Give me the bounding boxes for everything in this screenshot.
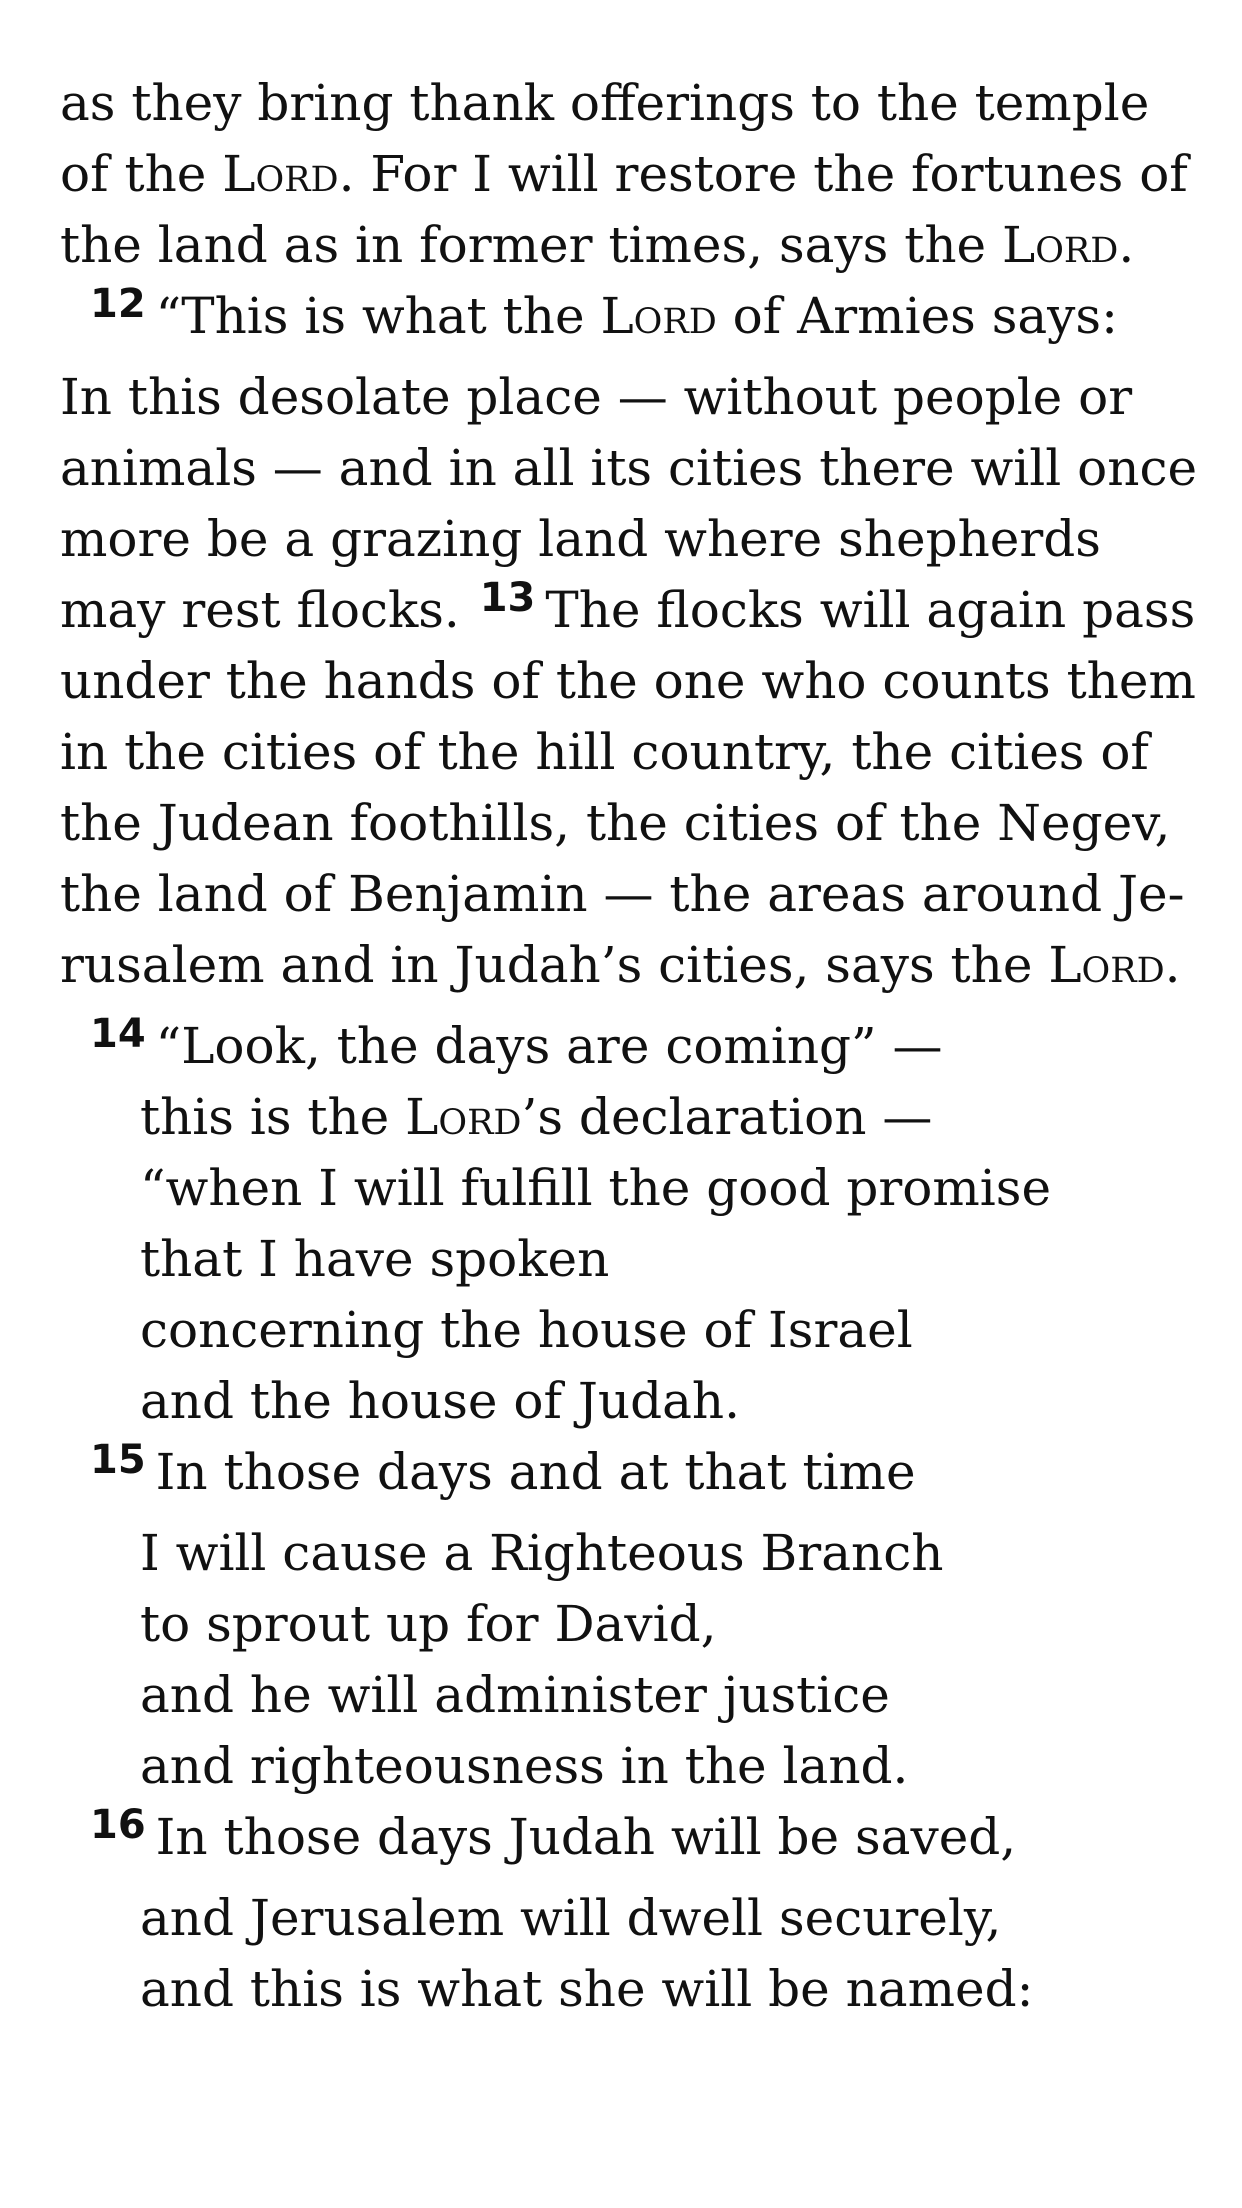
text-segment: animals — and in all its cities there will once — [60, 439, 1198, 497]
text-line — [140, 1730, 908, 1802]
text-segment: I will cause a Righteous Branch — [140, 1524, 944, 1582]
text-segment: the land of Benjamin — the areas around Je- — [60, 865, 1185, 923]
text-segment: to sprout up for David, — [140, 1595, 717, 1653]
text-segment: and righteousness in the land. — [140, 1737, 909, 1795]
text-segment: of Armies says: — [716, 287, 1118, 345]
text-segment: under the hands of the one who counts them — [60, 652, 1196, 710]
text-line — [140, 1882, 1001, 1954]
text-segment: “when I will fulfill the good promise — [140, 1159, 1052, 1217]
text-line — [90, 1010, 943, 1086]
divine-name: Lord — [222, 145, 339, 203]
text-segment: “Look, the days are coming” — — [155, 1017, 943, 1075]
text-segment: rusalem and in Judah’s cities, says the — [60, 936, 1049, 994]
text-segment: . For I will restore the fortunes of — [338, 145, 1188, 203]
verse-number: 16 — [90, 1802, 146, 1848]
text-segment: as they bring thank offerings to the temple — [60, 74, 1150, 132]
text-line — [140, 1223, 609, 1295]
text-segment: that I have spoken — [140, 1230, 610, 1288]
text-segment: this is the — [140, 1088, 406, 1146]
text-segment: the Judean foothills, the cities of the Negev, — [60, 794, 1171, 852]
divine-name: Lord — [405, 1088, 522, 1146]
text-segment: more be a grazing land where shepherds — [60, 510, 1101, 568]
text-line — [140, 1659, 890, 1731]
text-segment: ’s declaration — — [521, 1088, 933, 1146]
text-line — [60, 787, 1170, 859]
text-line — [60, 716, 1149, 788]
text-line — [60, 361, 1132, 433]
verse-number: 13 — [479, 575, 536, 621]
text-line — [140, 1588, 717, 1660]
text-line — [90, 1801, 1016, 1877]
text-line — [140, 1152, 1051, 1224]
text-segment: and the house of Judah. — [140, 1372, 740, 1430]
text-line — [140, 1953, 1033, 2025]
text-line — [60, 432, 1197, 504]
text-line — [60, 67, 1149, 139]
text-segment: the land as in former times, says the — [60, 216, 1003, 274]
text-line — [90, 280, 1118, 356]
text-line — [60, 209, 1134, 281]
text-line — [90, 1436, 916, 1512]
text-segment: and this is what she will be named: — [140, 1960, 1034, 2018]
verse-number: 15 — [90, 1437, 146, 1483]
text-line — [60, 858, 1185, 930]
text-segment: concerning the house of Israel — [140, 1301, 913, 1359]
text-line — [140, 1365, 740, 1437]
divine-name: Lord — [600, 287, 717, 345]
text-segment: . — [1118, 216, 1135, 274]
text-line — [60, 645, 1196, 717]
text-segment: “This is what the — [155, 287, 601, 345]
text-line — [140, 1517, 943, 1589]
text-line — [140, 1081, 932, 1153]
verse-number: 12 — [90, 281, 146, 327]
verse-number: 14 — [90, 1011, 146, 1057]
divine-name: Lord — [1048, 936, 1165, 994]
text-line — [60, 138, 1188, 210]
text-line — [60, 503, 1101, 575]
text-segment: . — [1164, 936, 1181, 994]
text-segment: In this desolate place — without people or — [60, 368, 1133, 426]
text-segment: In those days Judah will be saved, — [155, 1808, 1017, 1866]
text-segment: of the — [60, 145, 223, 203]
text-segment: and he will administer justice — [140, 1666, 890, 1724]
text-segment: may rest flocks. — [60, 581, 476, 639]
text-line — [60, 574, 1195, 650]
divine-name: Lord — [1002, 216, 1119, 274]
text-segment: and Jerusalem will dwell securely, — [140, 1889, 1002, 1947]
text-segment: The flocks will again pass — [545, 581, 1196, 639]
text-line — [60, 929, 1181, 1001]
text-segment: In those days and at that time — [155, 1443, 916, 1501]
text-line — [140, 1294, 913, 1366]
text-segment: in the cities of the hill country, the cities of — [60, 723, 1149, 781]
